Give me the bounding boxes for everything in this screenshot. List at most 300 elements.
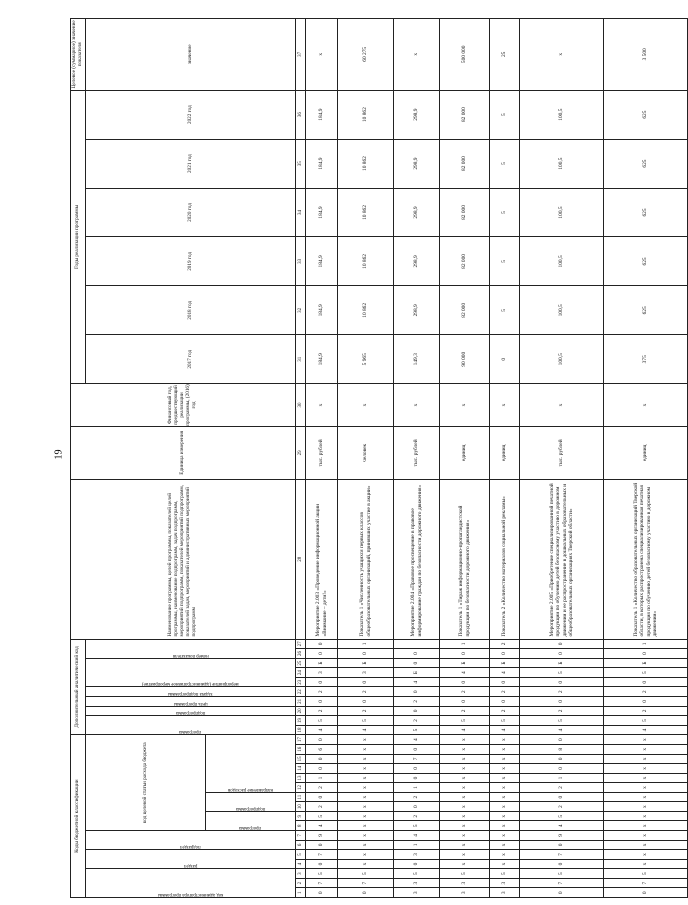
- row-year-value: 625: [604, 286, 688, 335]
- code-cell: х: [440, 773, 490, 783]
- code-cell: 0: [394, 764, 440, 774]
- d-task-subprogram-header-text: задача подпрограммы: [168, 691, 213, 697]
- code-cell: 5: [338, 716, 394, 726]
- row-unit: тыс. рублей: [520, 426, 604, 479]
- row-year-value: 100,5: [520, 286, 604, 335]
- code-cell: 5: [490, 716, 520, 726]
- col-number: 22: [296, 687, 306, 697]
- col-number: 27: [296, 639, 306, 649]
- code-cell: х: [604, 735, 688, 745]
- row-name: Мероприятие 2.004 «Правовое просвещение в правовое информирование граждан по безопасности дорожного движения»: [394, 479, 440, 639]
- code-cell: 0: [306, 754, 338, 764]
- code-cell: 4: [394, 677, 440, 687]
- code-cell: х: [338, 821, 394, 831]
- col-number: 35: [296, 139, 306, 188]
- year-header-6: 2022 год: [86, 90, 296, 139]
- row-name: Мероприятие 2.005 «Приобретение специализированной печатной продукции по обучению детей безопасному участию в дорожном движении и ее распространение в дошкольных образовательных и общеобразовательных организациях Тверской области»: [520, 479, 604, 639]
- row-target: х: [394, 19, 440, 91]
- code-cell: х: [490, 745, 520, 755]
- row-year-value: 375: [604, 335, 688, 384]
- code-cell: 2: [306, 706, 338, 716]
- row-year-value: 100,5: [520, 335, 604, 384]
- col-number: 12: [296, 783, 306, 793]
- code-cell: 3: [394, 888, 440, 898]
- code-cell: 0: [338, 697, 394, 707]
- code-cell: 0: [604, 649, 688, 659]
- code-cell: 4: [440, 668, 490, 678]
- code-cell: х: [604, 792, 688, 802]
- year-header-2: 2018 год: [86, 286, 296, 335]
- code-cell: 0: [306, 735, 338, 745]
- code-cell: 5: [604, 668, 688, 678]
- table-row: [490, 19, 520, 898]
- code-cell: 4: [306, 821, 338, 831]
- code-cell: х: [604, 831, 688, 841]
- years-header: Годы реализации программы: [71, 90, 86, 384]
- d-subprogram-header: [86, 706, 296, 716]
- code-cell: 2: [520, 783, 604, 793]
- code-cell: х: [338, 783, 394, 793]
- col-number: 6: [296, 840, 306, 850]
- code-cell: 3: [338, 668, 394, 678]
- row-unit: единиц: [604, 426, 688, 479]
- col-number: 28: [296, 479, 306, 639]
- row-target: 25: [490, 19, 520, 91]
- code-cell: 0: [520, 792, 604, 802]
- code-cell: 0: [394, 658, 440, 668]
- code-cell: 4: [394, 735, 440, 745]
- col-number: 33: [296, 237, 306, 286]
- row-target: х: [520, 19, 604, 91]
- row-fin-prev: х: [490, 384, 520, 427]
- d-program-header-text: программа: [179, 729, 202, 735]
- code-cell: 5: [520, 716, 604, 726]
- expense-code-header: код целевой статьи расхода бюджета: [86, 735, 206, 831]
- code-cell: 2: [604, 687, 688, 697]
- code-cell: х: [440, 745, 490, 755]
- code-cell: 4: [306, 725, 338, 735]
- d-indicator-header-text: номер показателя: [172, 652, 209, 658]
- code-cell: 4: [394, 831, 440, 841]
- code-cell: х: [440, 792, 490, 802]
- row-year-value: 100,5: [520, 188, 604, 237]
- year-header-1: 2017 год: [86, 335, 296, 384]
- code-cell: 2: [520, 687, 604, 697]
- code-cell: х: [490, 754, 520, 764]
- row-fin-prev: х: [338, 384, 394, 427]
- code-cell: х: [338, 811, 394, 821]
- col-number: 2: [296, 878, 306, 888]
- d-event-header: [86, 658, 296, 687]
- code-cell: Б: [338, 658, 394, 668]
- col-number: 5: [296, 850, 306, 860]
- code-cell: х: [440, 754, 490, 764]
- code-cell: 3: [440, 878, 490, 888]
- code-cell: 5: [520, 811, 604, 821]
- code-cell: 4: [520, 821, 604, 831]
- code-cell: 7: [520, 850, 604, 860]
- code-cell: 5: [520, 668, 604, 678]
- row-year-value: 625: [604, 188, 688, 237]
- code-cell: х: [338, 745, 394, 755]
- budget-class-header: Коды бюджетной классификации: [71, 735, 86, 898]
- code-cell: 0: [338, 888, 394, 898]
- code-cell: 2: [520, 802, 604, 812]
- row-year-value: 5: [490, 90, 520, 139]
- code-cell: х: [338, 764, 394, 774]
- code-cell: 0: [604, 677, 688, 687]
- code-cell: х: [338, 735, 394, 745]
- code-cell: 7: [306, 850, 338, 860]
- code-cell: х: [338, 773, 394, 783]
- code-cell: 0: [306, 840, 338, 850]
- col-number: 11: [296, 792, 306, 802]
- code-cell: 9: [306, 831, 338, 841]
- code-cell: 3: [394, 878, 440, 888]
- code-cell: 4: [338, 725, 394, 735]
- code-cell: х: [604, 802, 688, 812]
- code-cell: х: [490, 783, 520, 793]
- row-name: Мероприятие 2.003 «Проведение информационной акции «Внимание – дети!»: [306, 479, 338, 639]
- code-cell: 1: [520, 773, 604, 783]
- col-number: 17: [296, 735, 306, 745]
- code-cell: х: [440, 831, 490, 841]
- code-cell: 0: [520, 697, 604, 707]
- landscape-content: [70, 18, 658, 898]
- col-number: 13: [296, 773, 306, 783]
- code-cell: 1: [394, 783, 440, 793]
- col-number: 31: [296, 335, 306, 384]
- code-cell: 2: [490, 639, 520, 649]
- code-cell: х: [440, 735, 490, 745]
- row-year-value: 625: [604, 237, 688, 286]
- code-cell: 4: [490, 668, 520, 678]
- row-year-value: 298,9: [394, 237, 440, 286]
- row-year-value: 10 862: [338, 90, 394, 139]
- col-number: 29: [296, 426, 306, 479]
- admin-code-header: [86, 869, 296, 898]
- code-cell: х: [604, 850, 688, 860]
- col-number: 1: [296, 888, 306, 898]
- code-cell: х: [490, 831, 520, 841]
- row-year-value: 184,9: [306, 237, 338, 286]
- code-cell: х: [338, 859, 394, 869]
- col-number: 15: [296, 754, 306, 764]
- code-cell: х: [490, 802, 520, 812]
- code-cell: 3: [394, 850, 440, 860]
- row-year-value: 184,9: [306, 286, 338, 335]
- code-cell: 2: [490, 687, 520, 697]
- table-row: [604, 19, 688, 898]
- section-header: [86, 850, 296, 869]
- table-row: [306, 19, 338, 898]
- row-target: 60 275: [338, 19, 394, 91]
- row-fin-prev: х: [520, 384, 604, 427]
- direction-header: [206, 735, 296, 793]
- col-number: 10: [296, 802, 306, 812]
- code-cell: 1: [604, 639, 688, 649]
- code-cell: 5: [604, 869, 688, 879]
- code-cell: х: [490, 773, 520, 783]
- code-cell: х: [338, 802, 394, 812]
- code-cell: 0: [338, 649, 394, 659]
- code-cell: х: [604, 773, 688, 783]
- program-header: [206, 811, 296, 830]
- row-year-value: 298,9: [394, 188, 440, 237]
- code-cell: 0: [306, 888, 338, 898]
- row-fin-prev: х: [394, 384, 440, 427]
- code-cell: 0: [520, 754, 604, 764]
- section-header-text: раздел: [183, 863, 198, 869]
- col-number: 20: [296, 706, 306, 716]
- subprogram-header-text: подпрограмма: [235, 805, 266, 811]
- code-cell: 7: [338, 878, 394, 888]
- code-cell: 0: [394, 687, 440, 697]
- fin-prev-header: Финансовый год, предшествующий реализации программы, (2016) год: [71, 384, 296, 427]
- code-cell: 2: [490, 706, 520, 716]
- row-year-value: 10 862: [338, 139, 394, 188]
- row-year-value: 82 000: [440, 139, 490, 188]
- row-year-value: 82 000: [440, 90, 490, 139]
- col-number: 25: [296, 658, 306, 668]
- code-cell: х: [490, 850, 520, 860]
- code-cell: 0: [394, 802, 440, 812]
- row-year-value: 10 862: [338, 188, 394, 237]
- code-cell: 6: [306, 745, 338, 755]
- code-cell: 0: [306, 649, 338, 659]
- code-cell: 0: [520, 859, 604, 869]
- code-cell: 2: [440, 687, 490, 697]
- code-cell: 0: [306, 697, 338, 707]
- code-cell: 5: [394, 821, 440, 831]
- code-cell: 1: [394, 840, 440, 850]
- row-year-value: 5: [490, 237, 520, 286]
- code-cell: 5: [394, 869, 440, 879]
- col-number: 4: [296, 859, 306, 869]
- code-cell: 0: [440, 649, 490, 659]
- code-cell: 2: [440, 706, 490, 716]
- code-cell: 4: [520, 725, 604, 735]
- code-cell: х: [604, 745, 688, 755]
- row-year-value: 184,9: [306, 335, 338, 384]
- col-number: 3: [296, 869, 306, 879]
- code-cell: х: [440, 859, 490, 869]
- code-cell: х: [490, 764, 520, 774]
- code-cell: х: [490, 840, 520, 850]
- d-program-header: [86, 716, 296, 735]
- table-row: [520, 19, 604, 898]
- scan-header-noise: [0, 0, 640, 10]
- row-year-value: 5 965: [338, 335, 394, 384]
- code-cell: 8: [520, 745, 604, 755]
- code-cell: 2: [394, 811, 440, 821]
- target-value-header: значение: [86, 19, 296, 91]
- row-year-value: 82 000: [440, 286, 490, 335]
- row-name: Показатель 1 «Тираж информационно-пропагандистской продукции по безопасности дорожного движения»: [440, 479, 490, 639]
- code-cell: 1: [306, 773, 338, 783]
- code-cell: Б: [490, 658, 520, 668]
- code-cell: 1: [338, 639, 394, 649]
- col-number: 21: [296, 697, 306, 707]
- code-cell: х: [338, 850, 394, 860]
- page-number: 19: [53, 449, 65, 460]
- code-cell: 0: [306, 677, 338, 687]
- code-cell: 5: [520, 869, 604, 879]
- code-cell: Б: [394, 668, 440, 678]
- unit-header: Единица измерения: [71, 426, 296, 479]
- code-cell: 5: [394, 725, 440, 735]
- code-cell: 0: [306, 764, 338, 774]
- row-year-value: 82 000: [440, 237, 490, 286]
- table-row: [338, 19, 394, 898]
- row-year-value: 5: [490, 286, 520, 335]
- code-cell: х: [440, 764, 490, 774]
- code-cell: 5: [604, 716, 688, 726]
- subprogram-header: [206, 792, 296, 811]
- row-name: Показатель 1 «Численность учащихся первых классов общеобразовательных организаций, принявших участие в акции»: [338, 479, 394, 639]
- row-year-value: 90 000: [440, 335, 490, 384]
- code-cell: 5: [440, 869, 490, 879]
- code-cell: х: [440, 802, 490, 812]
- col-number: 37: [296, 19, 306, 91]
- target-header: Целевое (суммарное) значение показателя: [71, 19, 86, 91]
- col-number: 7: [296, 831, 306, 841]
- code-cell: х: [440, 850, 490, 860]
- code-cell: 0: [520, 735, 604, 745]
- row-fin-prev: х: [440, 384, 490, 427]
- code-cell: 0: [306, 792, 338, 802]
- code-cell: 2: [338, 687, 394, 697]
- col-number: 16: [296, 745, 306, 755]
- code-cell: х: [490, 792, 520, 802]
- code-cell: х: [440, 783, 490, 793]
- row-unit: тыс. рублей: [306, 426, 338, 479]
- code-cell: 0: [604, 888, 688, 898]
- code-cell: 0: [394, 649, 440, 659]
- d-subprogram-header-text: подпрограмма: [175, 710, 206, 716]
- row-year-value: 10 862: [338, 286, 394, 335]
- code-cell: 5: [306, 716, 338, 726]
- header-row-1: [71, 19, 86, 898]
- column-numbers-row: [296, 19, 306, 898]
- year-header-3: 2019 год: [86, 237, 296, 286]
- row-year-value: 100,5: [520, 90, 604, 139]
- code-cell: 0: [338, 677, 394, 687]
- code-cell: 2: [394, 697, 440, 707]
- code-cell: 3: [490, 878, 520, 888]
- code-cell: 7: [604, 878, 688, 888]
- code-cell: 7: [306, 878, 338, 888]
- row-target: 3 500: [604, 19, 688, 91]
- code-cell: х: [338, 840, 394, 850]
- col-number: 8: [296, 821, 306, 831]
- row-year-value: 5: [490, 188, 520, 237]
- code-cell: 0: [394, 773, 440, 783]
- code-cell: 2: [604, 706, 688, 716]
- code-cell: 5: [338, 869, 394, 879]
- code-cell: 2: [394, 716, 440, 726]
- code-cell: 3: [440, 888, 490, 898]
- row-year-value: 184,9: [306, 139, 338, 188]
- code-cell: 2: [306, 783, 338, 793]
- rotated-page: [70, 18, 658, 898]
- code-cell: х: [338, 831, 394, 841]
- code-cell: х: [490, 811, 520, 821]
- code-cell: х: [440, 840, 490, 850]
- code-cell: 0: [306, 859, 338, 869]
- code-cell: 4: [604, 725, 688, 735]
- admin-code-header-text: код администратора программы: [157, 892, 224, 897]
- row-year-value: 100,5: [520, 139, 604, 188]
- code-cell: 7: [520, 878, 604, 888]
- row-year-value: 82 000: [440, 188, 490, 237]
- code-cell: 3: [490, 888, 520, 898]
- col-number: 9: [296, 811, 306, 821]
- code-cell: 0: [520, 764, 604, 774]
- code-cell: 0: [520, 649, 604, 659]
- code-cell: Б: [520, 658, 604, 668]
- code-cell: х: [604, 783, 688, 793]
- direction-header-text: направление расходов: [227, 786, 274, 792]
- code-cell: 0: [604, 697, 688, 707]
- code-cell: х: [490, 821, 520, 831]
- name-header: Наименование программы, целей программы, показателей целей программы, наименование подпрограмм, задач подпрограмм, мероприятий подпрограмм, показателей мероприятий подпрограмм, показателей задач, мероприятий и административных мероприятий подпрограмм: [71, 479, 296, 639]
- code-cell: 0: [394, 745, 440, 755]
- code-cell: 5: [306, 869, 338, 879]
- table-row: [440, 19, 490, 898]
- code-cell: 0: [306, 639, 338, 649]
- col-number: 19: [296, 716, 306, 726]
- code-cell: 2: [306, 802, 338, 812]
- row-year-value: 149,3: [394, 335, 440, 384]
- code-cell: 0: [490, 649, 520, 659]
- code-cell: Б: [306, 658, 338, 668]
- col-number: 26: [296, 649, 306, 659]
- code-cell: х: [490, 859, 520, 869]
- code-cell: 7: [394, 754, 440, 764]
- row-year-value: 298,9: [394, 286, 440, 335]
- code-cell: Б: [604, 658, 688, 668]
- d-task-program-header: [86, 697, 296, 707]
- row-fin-prev: х: [306, 384, 338, 427]
- row-year-value: 10 862: [338, 237, 394, 286]
- code-cell: 2: [338, 706, 394, 716]
- row-year-value: 184,9: [306, 90, 338, 139]
- col-number: 18: [296, 725, 306, 735]
- code-cell: 0: [440, 677, 490, 687]
- code-cell: 4: [440, 725, 490, 735]
- row-fin-prev: х: [604, 384, 688, 427]
- row-unit: единиц: [490, 426, 520, 479]
- code-cell: 4: [490, 725, 520, 735]
- code-cell: 5: [440, 716, 490, 726]
- code-cell: х: [490, 735, 520, 745]
- d-task-subprogram-header: [86, 687, 296, 697]
- code-cell: 2: [394, 792, 440, 802]
- table-row: [394, 19, 440, 898]
- code-cell: х: [604, 840, 688, 850]
- code-cell: 0: [520, 888, 604, 898]
- d-indicator-header: [86, 639, 296, 658]
- code-cell: 0: [490, 677, 520, 687]
- code-cell: 9: [520, 831, 604, 841]
- row-name: Показатель 1 «Количество образовательных организаций Тверской области, в которых распространена специализированная печатная продукция по обучению детей безопасному участию в дорожном движении»: [604, 479, 688, 639]
- additional-code-header: Дополнительный аналитический код: [71, 639, 86, 735]
- row-year-value: 100,5: [520, 237, 604, 286]
- code-cell: 0: [520, 639, 604, 649]
- row-year-value: 625: [604, 90, 688, 139]
- row-unit: человек: [338, 426, 394, 479]
